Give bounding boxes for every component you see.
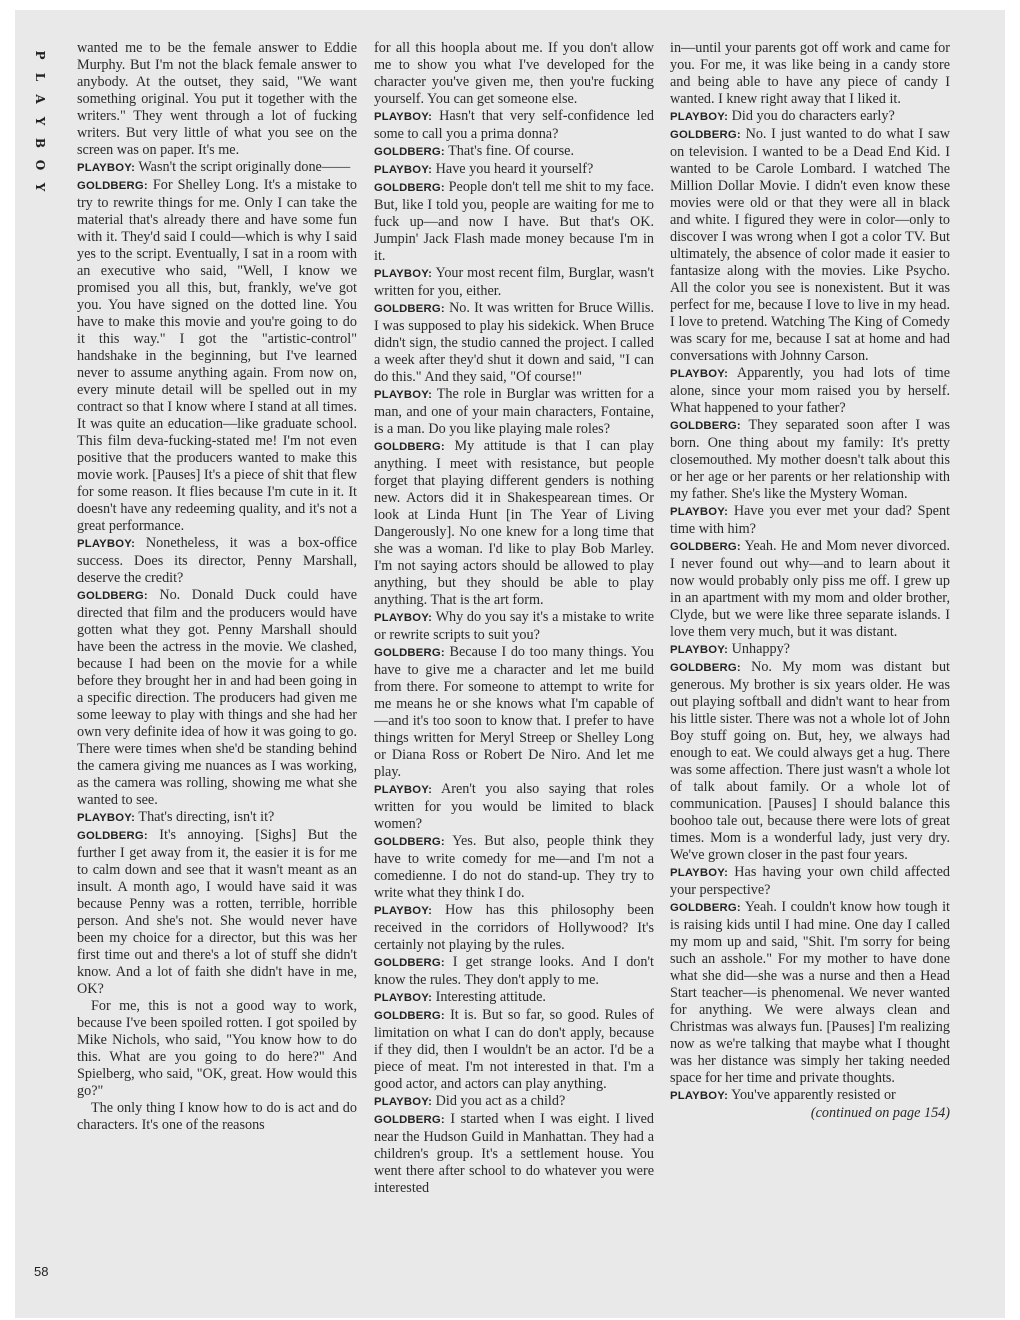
masthead-letter: P [33, 50, 47, 60]
masthead-letter: A [33, 94, 47, 104]
paragraph-text: Because I do too many things. You have to give me a character and let me build from there. For someone to attempt to write for me means he or she knows what I'm capable of—and it's too soon to know that. I prefer to have things written for Meryl Streep or Shelley Long or Diana Ross or Robert De Niro. And let me play. [374, 644, 654, 780]
speaker-label: GOLDBERG: [374, 303, 445, 315]
paragraph-text: I started when I was eight. I lived near the Hudson Guild in Manhattan. They had a children's group. It's a settlement house. You went there after school to do whatever you were interested [374, 1111, 654, 1196]
paragraph-text: For Shelley Long. It's a mistake to try to rewrite things for me. Only I can take the material that's already there and have some fun with it. They'd said I could—which is why I said yes to the script. Eventually, I sat in a room with an executive who said, "Well, I know we promised you all this, but, frankly, we've got you. You have signed on the dotted line. You have to make this movie and you're going to do it this way." I got the "artistic-control" handshake in the beginning, but I've learned never to assume anything again. From now on, every minute detail will be spelled out in my contract so that I know where I stand at all times. It was quite an education—like graduate school. This film deva-fucking-stated me! I'm not even positive that the producers wanted to make this movie work. [Pauses] It's a piece of shit that flew for some reason. It flies because I'm cute in it. It doesn't have any redeeming quality, and it's not a great performance. [77, 177, 357, 534]
speaker-label: PLAYBOY: [374, 268, 433, 280]
paragraph-text: I get strange looks. And I don't know the rules. They don't apply to me. [374, 954, 654, 988]
paragraph [374, 108, 654, 143]
paragraph [374, 300, 654, 386]
paragraph [77, 159, 357, 177]
paragraph-text: Unhappy? [731, 641, 790, 657]
speaker-label: GOLDBERG: [374, 1010, 445, 1022]
paragraph-text: in—until your parents got off work and came for you. For me, it was like being in a candy store and being able to have any piece of candy I wanted. I knew right away that I liked it. [670, 40, 950, 107]
speaker-label: PLAYBOY: [77, 812, 136, 824]
paragraph [77, 809, 357, 827]
speaker-label: PLAYBOY: [670, 368, 729, 380]
paragraph-text: You've apparently resisted or [731, 1087, 896, 1103]
paragraph-text: Did you act as a child? [435, 1093, 566, 1109]
paragraph-text: Has having your own child affected your perspective? [670, 864, 950, 898]
masthead-vertical [28, 44, 52, 194]
masthead-letter: O [33, 159, 47, 171]
speaker-label: GOLDBERG: [670, 662, 741, 674]
paragraph [77, 998, 357, 1100]
speaker-label: PLAYBOY: [374, 784, 433, 796]
paragraph [374, 438, 654, 609]
paragraph [670, 864, 950, 899]
paragraph [374, 179, 654, 265]
paragraph [670, 503, 950, 538]
paragraph-text: No. It was written for Bruce Willis. I was supposed to play his sidekick. When Bruce didn't sign, the studio canned the project. I called a week after they'd shut it down and said, "I can do this." And they said, "Of course!" [374, 300, 654, 385]
paragraph [374, 1093, 654, 1111]
speaker-label: PLAYBOY: [374, 164, 433, 176]
paragraph-text: Apparently, you had lots of time alone, since your mom raised you by herself. What happened to your father? [670, 365, 950, 416]
speaker-label: PLAYBOY: [670, 506, 729, 518]
paragraph-text: Yeah. I couldn't know how tough it is raising kids until I had mine. One day I called my mom up and said, "Shit. I'm sorry for being such an asshole." For my mother to have done what she did—she was a nurse and then a Head Start teacher—is phenomenal. We never wanted for anything. We were always clean and Christmas was always fun. [Pauses] I'm realizing now as we're talking that maybe what I thought was her distance was simply her taking needed space for her time and private thoughts. [670, 899, 950, 1086]
speaker-label: PLAYBOY: [374, 111, 433, 123]
speaker-label: GOLDBERG: [670, 420, 741, 432]
speaker-label: PLAYBOY: [670, 867, 729, 879]
speaker-label: PLAYBOY: [77, 162, 136, 174]
paragraph [374, 265, 654, 300]
paragraph-text: Nonetheless, it was a box-office success. Does its director, Penny Marshall, deserve the credit? [77, 535, 357, 586]
paragraph [670, 126, 950, 365]
paragraph [670, 899, 950, 1087]
speaker-label: GOLDBERG: [77, 590, 148, 602]
speaker-label: GOLDBERG: [374, 647, 445, 659]
paragraph [670, 365, 950, 417]
paragraph-text: Wasn't the script originally done—— [138, 159, 351, 175]
paragraph [374, 989, 654, 1007]
continued-note: (continued on page 154) [810, 1105, 950, 1121]
paragraph [77, 587, 357, 809]
paragraph [77, 535, 357, 587]
paragraph-text: That's fine. Of course. [448, 143, 575, 159]
paragraph-text: Yes. But also, people think they have to write comedy for me—and I'm not a comedienne. I do not do stand-up. They try to write what they think I do. [374, 833, 654, 901]
paragraph-text: Your most recent film, Burglar, wasn't written for you, either. [374, 265, 654, 299]
masthead-letter: B [33, 137, 47, 149]
paragraph [670, 659, 950, 864]
paragraph [670, 40, 950, 108]
paragraph [374, 161, 654, 179]
paragraph-text: Have you heard it yourself? [435, 161, 594, 177]
text-column-1 [77, 40, 357, 1275]
paragraph [670, 1087, 950, 1105]
paragraph [374, 40, 654, 108]
paragraph [77, 177, 357, 535]
paragraph-text: The only thing I know how to do is act and do characters. It's one of the reasons [77, 1100, 357, 1133]
masthead-letter: Y [33, 182, 47, 192]
speaker-label: PLAYBOY: [374, 389, 433, 401]
paragraph-text: Did you do characters early? [731, 108, 895, 124]
speaker-label: GOLDBERG: [374, 441, 445, 453]
paragraph-text: Aren't you also saying that roles written for you would be limited to black women? [374, 781, 654, 832]
paragraph-text: Hasn't that very self-confidence led some to call you a prima donna? [374, 108, 654, 142]
paragraph [374, 781, 654, 833]
paragraph [374, 1007, 654, 1093]
paragraph [374, 1111, 654, 1197]
speaker-label: PLAYBOY: [670, 644, 729, 656]
paragraph [77, 40, 357, 159]
speaker-label: PLAYBOY: [670, 111, 729, 123]
speaker-label: GOLDBERG: [670, 541, 741, 553]
speaker-label: PLAYBOY: [670, 1090, 729, 1102]
paragraph-text: It is. But so far, so good. Rules of limitation on what I can do don't apply, because if they did, then I wouldn't be an actor. I'd be a piece of meat. I'm not interested in that. I'm a good actor, and actors can play anything. [374, 1007, 654, 1092]
text-column-3 [670, 40, 950, 1275]
speaker-label: GOLDBERG: [374, 1114, 445, 1126]
paragraph [670, 108, 950, 126]
paragraph-text: No. I just wanted to do what I saw on television. I wanted to be a Dead End Kid. I wanted to be Carole Lombard. I watched The Million Dollar Movie. I didn't even know these movies were old or that they were all in black and white. I figured they were in color—only to discover I was wrong when I got a color TV. But ultimately, the absence of color made it easier to fantasize along with the movies. Like Psycho. All the color you see is nonexistent. But it was perfect for me, because I love to live in my head. I love to pretend. Watching The King of Comedy was scary for me, because I sat at home and had conversations with Johnny Carson. [670, 126, 950, 364]
paragraph-text: My attitude is that I can play anything. I meet with resistance, but people forget that playing different genders is nothing new. Actors did it in Shakespearean times. Or look at Linda Hunt [in The Year of Living Dangerously]. No one knew for a long time that she was a woman. I'd like to play Bob Marley. I'm not saying actors should be allowed to play anything, but they should be able to play anything. That is the art form. [374, 438, 654, 608]
paragraph [374, 954, 654, 989]
masthead-letter: L [33, 72, 47, 82]
paragraph [77, 1100, 357, 1134]
paragraph-text: How has this philosophy been received in the corridors of Hollywood? It's certainly not playing by the rules. [374, 902, 654, 953]
paragraph-text: for all this hoopla about me. If you don't allow me to show you what I've developed for the character you've given me, then you're fucking yourself. You can get someone else. [374, 40, 654, 107]
speaker-label: PLAYBOY: [77, 538, 136, 550]
paragraph-text: They separated soon after I was born. One thing about my family: It's pretty closemouthed. My mother doesn't talk about this or her age or her parents or her relationship with my father. She's like the Mystery Woman. [670, 417, 950, 502]
paragraph-text: Yeah. He and Mom never divorced. I never found out why—and to learn about it now would probably only piss me off. I grew up in an apartment with my mom and older brother, Clyde, but we were like three separate islands. I love them very much, but it was distant. [670, 538, 950, 640]
paragraph-text: The role in Burglar was written for a man, and one of your main characters, Fontaine, is a man. Do you like playing male roles? [374, 386, 654, 437]
paragraph [670, 538, 950, 641]
speaker-label: GOLDBERG: [374, 182, 445, 194]
paragraph [374, 143, 654, 161]
paragraph [77, 827, 357, 998]
paragraph-text: Interesting attitude. [435, 989, 546, 1005]
speaker-label: GOLDBERG: [670, 902, 741, 914]
paragraph [374, 609, 654, 644]
paragraph-text: People don't tell me shit to my face. But, like I told you, people are waiting for me to fuck up—and now I have. But that's OK. Jumpin' Jack Flash made money because I'm in it. [374, 179, 654, 264]
speaker-label: PLAYBOY: [374, 992, 433, 1004]
page-number: 58 [34, 1264, 49, 1279]
paragraph [374, 386, 654, 438]
masthead-letter: Y [33, 116, 47, 126]
paragraph-text: No. Donald Duck could have directed that film and the producers would have gotten what they got. Penny Marshall should have been the actress in the movie. We clashed, because I had been on the movie for a while before they brought her in and had been going in a specific direction. The producers had given me some leeway to play with things and she had her own very definite idea of how it was going to go. There were times when she'd be standing behind the camera giving me nuances as I was working, as the camera was rolling, showing me what she wanted to see. [77, 587, 357, 808]
speaker-label: PLAYBOY: [374, 905, 433, 917]
paragraph-text: For me, this is not a good way to work, because I've been spoiled rotten. I got spoiled by Mike Nichols, who said, "You know how to do this. What are you going to do here?" And Spielberg, who said, "OK, great. How would this go?" [77, 998, 357, 1099]
speaker-label: GOLDBERG: [77, 830, 148, 842]
paragraph-text: No. My mom was distant but generous. My brother is six years older. He was out playing softball and didn't want to hear from his little sister. There was not a whole lot of John Boy stuff going on. But, hey, we always had enough to eat. We could always get a hug. There was some affection. There just wasn't a whole lot of talk about family. Or a whole lot of communication. [Pauses] I should balance this boohoo tale out, because there were lots of great times. Mom is a wonderful lady, just very dry. We've grown closer in the past four years. [670, 659, 950, 863]
paragraph-text: wanted me to be the female answer to Eddie Murphy. But I'm not the black female answer to anybody. At the outset, they said, "We want something original. You put it together with the writers." They went through a lot of fucking writers. But very little of what you see on the screen was on paper. It's me. [77, 40, 357, 158]
paragraph-text: Have you ever met your dad? Spent time with him? [670, 503, 950, 537]
speaker-label: GOLDBERG: [77, 180, 148, 192]
paragraph [374, 902, 654, 954]
paragraph [670, 641, 950, 659]
speaker-label: GOLDBERG: [374, 957, 445, 969]
paragraph-text: It's annoying. [Sighs] But the further I get away from it, the easier it is for me to calm down and see that it wasn't meant as an insult. A month ago, I would have said it was because Penny was a rotten, terrible, horrible person. And she's not. She would never have been my choice for a director, but this was her first time out and there's a lot of stuff she didn't know. And a lot of faith she didn't have in me, OK? [77, 827, 357, 997]
speaker-label: PLAYBOY: [374, 1096, 433, 1108]
paragraph-text: That's directing, isn't it? [138, 809, 275, 825]
speaker-label: GOLDBERG: [374, 836, 445, 848]
paragraph [670, 417, 950, 503]
speaker-label: GOLDBERG: [374, 146, 445, 158]
text-column-2 [374, 40, 654, 1275]
paragraph [374, 833, 654, 902]
paragraph [374, 644, 654, 781]
speaker-label: GOLDBERG: [670, 129, 741, 141]
paragraph-text: Why do you say it's a mistake to write or rewrite scripts to suit you? [374, 609, 654, 643]
speaker-label: PLAYBOY: [374, 612, 433, 624]
